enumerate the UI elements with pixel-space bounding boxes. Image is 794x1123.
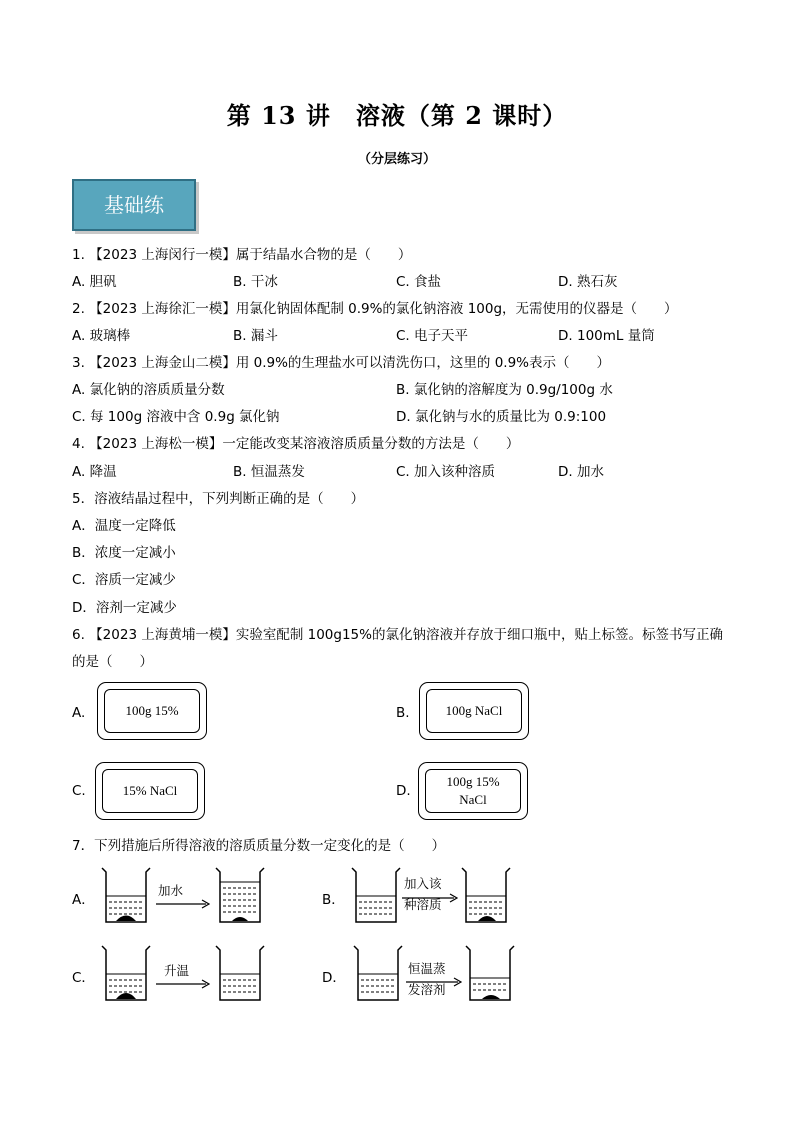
question-6-letter-d: D. bbox=[396, 783, 411, 799]
question-4-option-a: A. 降温 bbox=[72, 464, 117, 480]
label-text bbox=[425, 769, 521, 813]
question-2-option-a: A. 玻璃棒 bbox=[72, 328, 131, 344]
beaker-solution-icon bbox=[214, 944, 266, 1004]
arrow-right-icon bbox=[402, 893, 458, 903]
beaker-with-crystals-icon bbox=[464, 944, 516, 1004]
question-1-option-d: D. 熟石灰 bbox=[558, 274, 618, 290]
question-3-option-d: D. 氯化钠与水的质量比为 0.9:100 bbox=[396, 409, 607, 425]
question-6-letter-c: C. bbox=[72, 783, 86, 799]
beaker-with-crystals-icon bbox=[214, 866, 266, 926]
beaker-with-crystals-icon bbox=[100, 866, 152, 926]
question-1-option-c: C. 食盐 bbox=[396, 274, 442, 290]
question-5-option-d: D．溶剂一定减少 bbox=[72, 600, 177, 616]
question-3-option-c: C. 每 100g 溶液中含 0.9g 氯化钠 bbox=[72, 409, 280, 425]
question-2-option-d: D. 100mL 量筒 bbox=[558, 328, 655, 344]
question-1-stem: 1. 【2023 上海闵行一模】属于结晶水合物的是（ ） bbox=[72, 247, 412, 263]
beaker-with-crystals-icon bbox=[460, 866, 512, 926]
section-badge: 基础练 bbox=[72, 179, 196, 231]
question-1-option-b: B. 干冰 bbox=[233, 274, 278, 290]
arrow-right-icon bbox=[406, 977, 462, 987]
question-2-stem: 2. 【2023 上海徐汇一模】用氯化钠固体配制 0.9%的氯化钠溶液 100g，无需使用的仪器是（ ） bbox=[72, 301, 678, 317]
question-3-option-b: B. 氯化钠的溶解度为 0.9g/100g 水 bbox=[396, 382, 613, 398]
question-5-option-b: B．浓度一定减小 bbox=[72, 545, 176, 561]
label-option-c bbox=[95, 762, 205, 820]
question-4-option-d: D. 加水 bbox=[558, 464, 604, 480]
question-7-letter-d: D． bbox=[322, 970, 346, 986]
question-7-letter-a: A． bbox=[72, 892, 95, 908]
label-text-line2: NaCl bbox=[459, 792, 487, 807]
question-6-stem-line1: 6. 【2023 上海黄埔一模】实验室配制 100g15%的氯化钠溶液并存放于细口瓶中，贴上标签。标签书写正确 bbox=[72, 627, 723, 643]
question-6-stem-line2: 的是（ ） bbox=[72, 654, 153, 670]
action-label-d-line2: 发溶剂 bbox=[408, 982, 446, 997]
question-5-stem: 5．溶液结晶过程中，下列判断正确的是（ ） bbox=[72, 491, 365, 507]
question-2-option-c: C. 电子天平 bbox=[396, 328, 469, 344]
question-4-option-c: C. 加入该种溶质 bbox=[396, 464, 496, 480]
label-option-b bbox=[419, 682, 529, 740]
beaker-solution-icon bbox=[352, 944, 404, 1004]
label-option-a bbox=[97, 682, 207, 740]
action-label-b-line2: 种溶质 bbox=[404, 897, 442, 912]
label-text: 100g NaCl bbox=[426, 689, 522, 733]
action-label-d-line1: 恒温蒸 bbox=[408, 961, 446, 976]
question-5-option-c: C．溶质一定减少 bbox=[72, 572, 176, 588]
label-text: 15% NaCl bbox=[102, 769, 198, 813]
arrow-right-icon bbox=[156, 979, 210, 989]
question-1-option-a: A. 胆矾 bbox=[72, 274, 117, 290]
question-4-option-b: B. 恒温蒸发 bbox=[233, 464, 305, 480]
action-label-b-line1: 加入该 bbox=[404, 876, 442, 891]
arrow-right-icon bbox=[156, 899, 210, 909]
action-label-a: 加水 bbox=[158, 883, 184, 898]
beaker-solution-icon bbox=[350, 866, 402, 926]
page-title: 第 13 讲 溶液（第 2 课时） bbox=[226, 101, 568, 130]
question-3-stem: 3. 【2023 上海金山二模】用 0.9%的生理盐水可以清洗伤口，这里的 0.9%表示（ ） bbox=[72, 355, 610, 371]
label-text-line1: 100g 15% bbox=[446, 774, 500, 789]
action-label-c: 升温 bbox=[164, 963, 190, 978]
question-4-stem: 4. 【2023 上海松一模】一定能改变某溶液溶质质量分数的方法是（ ） bbox=[72, 436, 520, 452]
page-subtitle: （分层练习） bbox=[357, 152, 436, 167]
question-5-option-a: A．温度一定降低 bbox=[72, 518, 176, 534]
question-2-option-b: B. 漏斗 bbox=[233, 328, 278, 344]
label-text: 100g 15% bbox=[104, 689, 200, 733]
question-7-letter-c: C． bbox=[72, 970, 95, 986]
question-7-stem: 7．下列措施后所得溶液的溶质质量分数一定变化的是（ ） bbox=[72, 838, 446, 854]
label-option-d bbox=[418, 762, 528, 820]
question-3-option-a: A. 氯化钠的溶质质量分数 bbox=[72, 382, 225, 398]
question-6-letter-b: B. bbox=[396, 705, 410, 721]
question-6-letter-a: A. bbox=[72, 705, 86, 721]
beaker-with-crystals-icon bbox=[100, 944, 152, 1004]
question-7-letter-b: B． bbox=[322, 892, 345, 908]
